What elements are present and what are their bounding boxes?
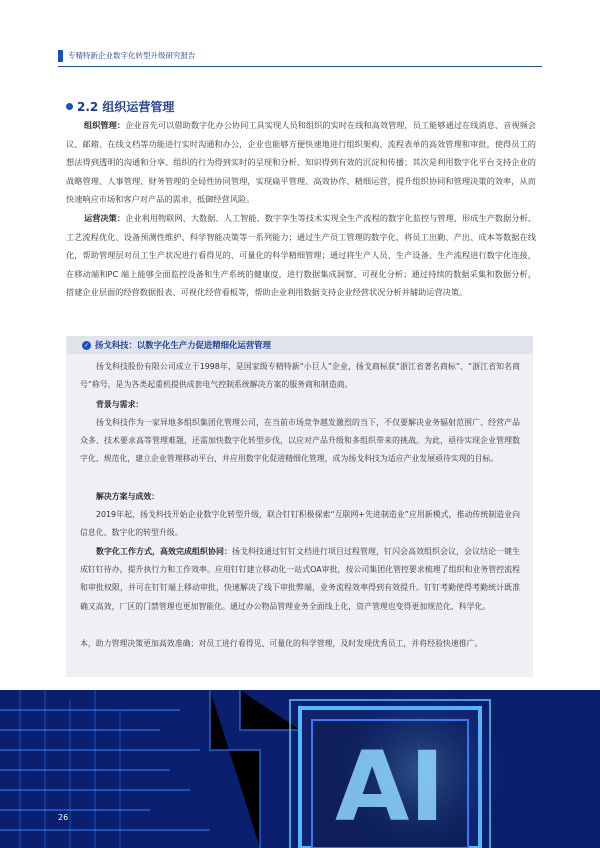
header-accent-bar: [58, 50, 63, 62]
case-work-text: 扬戈科技通过钉钉文档进行项目过程管理，钉闪会高效组织会议，会议结论一键生成钉钉待办，提升执行力和工作效率。应用钉钉建立移动化一站式OA审批，按公司集团化管控要求梳理了组织和业务管控流程和审批权限，并可在钉钉端上移动审批，快速解决了线下审批弊端，业务流程效率得到有效提升。钉钉考勤使得考勤统计既准确又高效，厂区的门禁管理也更加智能化。通过办公物品管理业务全面线上化，资产管理也变得更加规范化、科学化。: [80, 547, 520, 611]
section-heading: [66, 98, 174, 115]
paragraph-body: 企业首先可以借助数字化办公协同工具实现人员和组织的实时在线和高效管理，员工能够通过在线消息、音视频会议、邮箱、在线文档等功能进行实时沟通和办公，企业也能够方便快速地进行组织架构、流程表单的高效管理和审批，使得员工的想法得到透明的沟通和分享、组织的行为得到实时的呈现和分析、知识得到有效的沉淀和传播；其次是利用数字化平台支持企业的战略管理、人事管理、财务管理的全局性协同管理，实现扁平管理、高效协作、精细运营，提升组织协同和管理决策的效率，从而快速响应市场和客户对产品的需求，抵御经营风险。: [66, 120, 536, 204]
case-study-box: [66, 336, 533, 677]
case-background-text: 扬戈科技作为一家异地多组织集团化管理公司，在当前市场竞争越发激烈的当下，不仅要解决业务辐射范围广、经营产品众多、技术要求高等管理难题，还需加快数字化转型步伐，以应对产品升级和多组织带来的挑战。为此，亟待实现企业管理数字化、规范化，建立企业管理移动平台，并应用数字化促进精细化管理，成为扬戈科技为适应产业发展亟待实现的目标。: [80, 418, 520, 464]
case-final-text: 本，助力管理决策更加高效准确；对员工进行看得见、可量化的科学管理，及时发现优秀员工，并将经验快速推广。: [80, 639, 483, 648]
case-study-header: [66, 336, 533, 354]
case-work-method: [80, 543, 520, 616]
ai-chip-graphic: [0, 690, 600, 848]
case-work-lead: 数字化工作方式，高效完成组织协同：: [96, 547, 233, 556]
paragraph-lead: 组织管理：: [84, 120, 126, 130]
paragraph-organization-management: [66, 116, 536, 209]
ai-letters: AI: [334, 731, 446, 843]
header-title: 专精特新企业数字化转型升级研究报告: [68, 51, 196, 60]
case-background-title: 背景与需求：: [96, 400, 144, 409]
case-intro: 扬戈科技股份有限公司成立于1998年，是国家级专精特新“小巨人”企业，扬戈商标获“浙江省著名商标”、“浙江省知名商号”称号，是为各类起重机提供成套电气控制系统解决方案的服务商和制造商。: [80, 362, 520, 390]
paragraph-operation-decision: [66, 209, 536, 302]
paragraph-lead: 运营决策：: [84, 213, 126, 223]
ai-chip-illustration: [0, 690, 600, 848]
case-solution-title: 解决方案与成效：: [96, 492, 160, 501]
case-study-title: 扬戈科技：以数字化生产力促进精细化运营管理: [95, 340, 271, 350]
header-rule: [58, 66, 542, 67]
section-title: 2.2 组织运营管理: [77, 100, 175, 114]
check-circle-icon: ✓: [83, 341, 90, 349]
paragraph-body: 企业利用物联网、大数据、人工智能、数字孪生等技术实现全生产流程的数字化监控与管理，形成生产数据分析、工艺流程优化、设备预测性维护、科学智能决策等一系列能力；通过生产员工管理的数字化，将员工出勤、产出、成本等数据在线化，帮助管理层对员工生产状况进行看得见的、可量化的科学精细管理；通过将生产人员、生产设备、生产流程进行数字化连接，在移动端和PC 端上能够全面监控设备和生产系统的健康度，进行数据集成洞察、可视化分析；通过持续的数据采集和数据分析，搭建企业层面的经营数据报表、可视化经营看板等，帮助企业利用数据支持企业经营状况分析并辅助运营决策。: [66, 213, 536, 297]
case-solution-text: 2019年起，扬戈科技开始企业数字化转型升级，联合钉钉积极探索“互联网+先进制造业”应用新模式，推动传统制造业向信息化、数字化的转型升级。: [80, 510, 520, 538]
page-number: 26: [58, 813, 69, 822]
bullet-dot-icon: [66, 103, 73, 110]
